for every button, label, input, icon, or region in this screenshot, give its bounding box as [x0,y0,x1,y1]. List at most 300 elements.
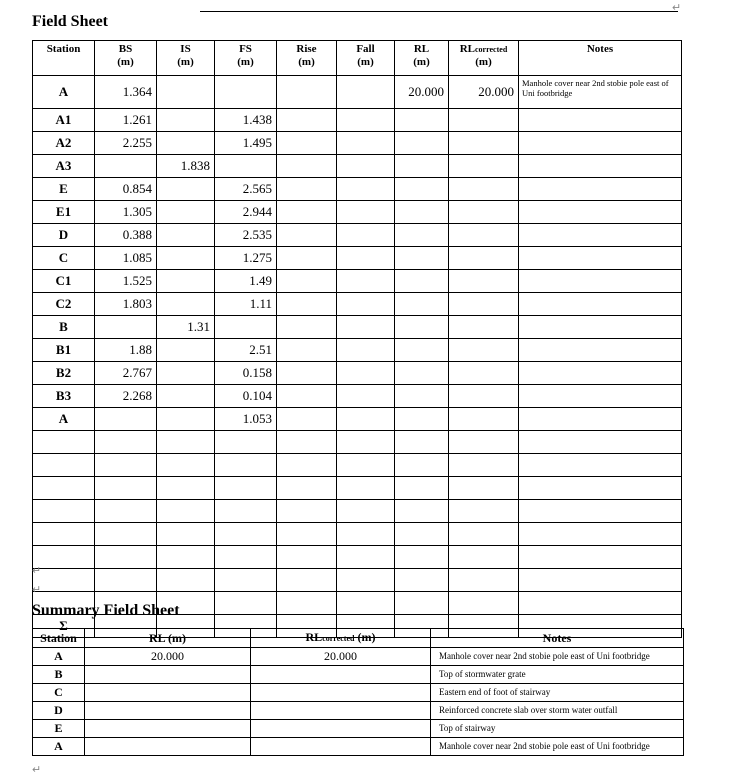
cell-fs [215,454,277,477]
cell-notes [519,500,682,523]
summary-cell-rl [85,702,251,720]
cell-fall [337,431,395,454]
cell-bs: 1.364 [95,76,157,109]
field-header-cell [33,41,95,76]
header-label: Notes [586,43,614,55]
cell-fall [337,132,395,155]
header-label: RL (m) [149,630,186,645]
cell-notes [519,270,682,293]
cell-notes [519,109,682,132]
cell-station: B3 [33,385,95,408]
cell-rl [395,201,449,224]
cell-rlc [449,408,519,431]
cell-bs [95,454,157,477]
cell-rise [277,132,337,155]
table-row [33,408,682,431]
cell-bs: 0.854 [95,178,157,201]
field-header-cell [337,41,395,76]
cell-station [33,569,95,592]
cell-fs: 1.49 [215,270,277,293]
summary-header-cell [251,629,431,648]
cell-bs [95,569,157,592]
cell-is [157,569,215,592]
cell-rl [395,224,449,247]
cell-station [33,477,95,500]
cell-fs: 1.438 [215,109,277,132]
summary-cell-station: C [33,684,85,702]
paragraph-mark-icon: ↵ [32,565,42,577]
table-row [33,477,682,500]
table-row [33,720,684,738]
summary-cell-rlc [251,738,431,756]
cell-is [157,178,215,201]
summary-header-cell [85,629,251,648]
field-header-cell [449,41,519,76]
cell-is [157,546,215,569]
cell-is [157,201,215,224]
header-unit: (m) [475,56,492,68]
summary-cell-rlc [251,684,431,702]
table-row [33,293,682,316]
cell-bs: 1.525 [95,270,157,293]
field-header-row [33,41,682,76]
cell-fall [337,178,395,201]
summary-cell-notes: Reinforced concrete slab over storm water outfall [431,702,684,720]
cell-fs: 0.104 [215,385,277,408]
cell-station: A1 [33,109,95,132]
summary-cell-notes: Top of stormwater grate [431,666,684,684]
cell-fall [337,155,395,178]
cell-bs [95,155,157,178]
table-row [33,684,684,702]
table-row [33,738,684,756]
cell-rlc [449,385,519,408]
cell-fs [215,546,277,569]
cell-rlc [449,155,519,178]
summary-cell-station: A [33,738,85,756]
cell-rl [395,523,449,546]
cell-fs [215,569,277,592]
header-unit: (m) [237,56,254,68]
cell-is [157,293,215,316]
summary-header-cell [431,629,684,648]
cell-rlc [449,178,519,201]
cell-fall [337,500,395,523]
cell-is [157,385,215,408]
cell-rl [395,569,449,592]
cell-fs [215,431,277,454]
cell-station: B [33,316,95,339]
table-row [33,523,682,546]
header-unit: (m) [413,56,430,68]
cell-rise [277,385,337,408]
cell-bs: 2.767 [95,362,157,385]
header-unit: (m) [298,56,315,68]
header-unit: (m) [357,56,374,68]
cell-fs: 1.495 [215,132,277,155]
cell-notes [519,247,682,270]
summary-cell-rl [85,684,251,702]
cell-rise [277,546,337,569]
summary-cell-notes: Manhole cover near 2nd stobie pole east of Uni footbridge [431,738,684,756]
cell-rlc [449,431,519,454]
cell-notes [519,592,682,615]
cell-fs [215,155,277,178]
cell-bs: 1.305 [95,201,157,224]
cell-fall [337,339,395,362]
summary-cell-station: D [33,702,85,720]
cell-fall [337,454,395,477]
cell-rise [277,201,337,224]
cell-rise [277,592,337,615]
cell-station: A3 [33,155,95,178]
cell-station: E1 [33,201,95,224]
summary-cell-rl: 20.000 [85,648,251,666]
cell-fall [337,592,395,615]
cell-rise [277,224,337,247]
header-label: Station [46,43,81,55]
cell-notes [519,408,682,431]
cell-rlc [449,293,519,316]
cell-fall [337,247,395,270]
cell-is [157,224,215,247]
cell-is [157,454,215,477]
header-sub: corrected [475,45,508,54]
cell-rise [277,431,337,454]
table-row [33,224,682,247]
summary-cell-station: A [33,648,85,666]
header-label: RL [459,43,475,55]
cell-fs: 1.053 [215,408,277,431]
cell-fall [337,270,395,293]
cell-rlc [449,270,519,293]
cell-fs: 1.11 [215,293,277,316]
header-unit: (m) [177,56,194,68]
cell-rl [395,477,449,500]
cell-fs [215,592,277,615]
summary-header-cell [33,629,85,648]
cell-station: A [33,408,95,431]
cell-bs [95,408,157,431]
cell-rl [395,155,449,178]
table-row [33,247,682,270]
cell-fs: 2.565 [215,178,277,201]
cell-rlc [449,316,519,339]
cell-fs [215,76,277,109]
cell-fall [337,293,395,316]
summary-sheet-title: Summary Field Sheet [32,602,180,619]
header-label: RL [413,43,430,55]
cell-bs [95,316,157,339]
cell-notes [519,316,682,339]
table-row [33,666,684,684]
cell-fall [337,546,395,569]
header-label: IS [180,43,191,55]
cell-is [157,408,215,431]
table-row [33,316,682,339]
cell-fall [337,316,395,339]
cell-notes [519,362,682,385]
table-row [33,454,682,477]
cell-bs [95,477,157,500]
cell-bs: 1.261 [95,109,157,132]
cell-is [157,431,215,454]
header-label: RL [305,630,323,644]
cell-fall [337,477,395,500]
cell-station: E [33,178,95,201]
cell-notes [519,431,682,454]
cell-rl [395,592,449,615]
table-row [33,155,682,178]
cell-rl [395,546,449,569]
table-row [33,178,682,201]
cell-station: C2 [33,293,95,316]
cell-notes [519,454,682,477]
cell-bs: 2.268 [95,385,157,408]
cell-notes [519,569,682,592]
summary-cell-rlc: 20.000 [251,648,431,666]
cell-bs: 1.88 [95,339,157,362]
summary-cell-rlc [251,720,431,738]
table-row [33,648,684,666]
table-row [33,385,682,408]
header-label: BS [118,43,133,55]
cell-station: C [33,247,95,270]
header-rule [200,11,678,12]
cell-notes [519,477,682,500]
cell-bs: 1.085 [95,247,157,270]
cell-bs: 1.803 [95,293,157,316]
cell-rl [395,109,449,132]
cell-rise [277,454,337,477]
summary-header-row [33,629,684,648]
cell-rl [395,385,449,408]
cell-rlc [449,546,519,569]
table-row [33,546,682,569]
field-header-cell [519,41,682,76]
cell-rl [395,247,449,270]
cell-station: A [33,76,95,109]
cell-rl [395,270,449,293]
cell-is [157,477,215,500]
cell-rise [277,316,337,339]
cell-rl [395,362,449,385]
cell-bs: 0.388 [95,224,157,247]
cell-fall [337,109,395,132]
cell-rise [277,76,337,109]
cell-is: 1.31 [157,316,215,339]
cell-notes [519,155,682,178]
cell-fs: 0.158 [215,362,277,385]
cell-station: B2 [33,362,95,385]
table-row [33,270,682,293]
cell-bs [95,500,157,523]
table-row [33,431,682,454]
paragraph-mark-icon: ↵ [32,764,42,776]
paragraph-mark-icon: ↵ [32,584,42,596]
cell-fall [337,76,395,109]
cell-fall [337,224,395,247]
field-header-cell [157,41,215,76]
header-label: Fall [356,43,375,55]
summary-sheet-table [32,628,684,756]
cell-rl: 20.000 [395,76,449,109]
cell-rise [277,523,337,546]
cell-notes [519,523,682,546]
cell-fs [215,477,277,500]
cell-fs [215,316,277,339]
cell-rl [395,500,449,523]
cell-station: C1 [33,270,95,293]
cell-fall [337,523,395,546]
cell-notes [519,293,682,316]
summary-cell-rl [85,666,251,684]
cell-fs [215,523,277,546]
cell-is [157,109,215,132]
cell-rl [395,293,449,316]
cell-rlc [449,247,519,270]
cell-rlc [449,523,519,546]
cell-rise [277,339,337,362]
cell-rlc [449,477,519,500]
cell-rlc [449,132,519,155]
header-label: Rise [296,43,317,55]
table-row [33,76,682,109]
cell-bs [95,431,157,454]
summary-cell-notes: Top of stairway [431,720,684,738]
cell-notes [519,201,682,224]
cell-station [33,523,95,546]
table-row [33,109,682,132]
cell-is [157,362,215,385]
cell-bs [95,546,157,569]
cell-station: A2 [33,132,95,155]
cell-fall [337,385,395,408]
cell-notes [519,132,682,155]
cell-is [157,247,215,270]
cell-rlc [449,224,519,247]
cell-is: 1.838 [157,155,215,178]
cell-rise [277,178,337,201]
cell-bs: 2.255 [95,132,157,155]
cell-is [157,523,215,546]
field-header-cell [395,41,449,76]
table-row [33,702,684,720]
cell-fs: 1.275 [215,247,277,270]
cell-fall [337,569,395,592]
cell-fs [215,500,277,523]
cell-is [157,270,215,293]
cell-rlc: 20.000 [449,76,519,109]
table-row [33,500,682,523]
table-row [33,201,682,224]
table-row [33,362,682,385]
cell-station [33,454,95,477]
cell-station: D [33,224,95,247]
cell-rlc [449,201,519,224]
cell-is [157,339,215,362]
cell-is [157,76,215,109]
table-row [33,132,682,155]
field-sheet-table [32,40,682,638]
table-row [33,339,682,362]
field-header-cell [95,41,157,76]
summary-cell-rl [85,720,251,738]
cell-fall [337,408,395,431]
cell-notes [519,385,682,408]
cell-rise [277,500,337,523]
cell-rlc [449,500,519,523]
header-unit: (m) [117,56,134,68]
cell-rise [277,109,337,132]
cell-fs: 2.51 [215,339,277,362]
summary-cell-rl [85,738,251,756]
cell-station: Σ [33,615,95,638]
cell-notes [519,546,682,569]
cell-bs [95,523,157,546]
cell-is [157,500,215,523]
cell-station [33,431,95,454]
cell-notes [519,224,682,247]
header-unit: (m) [357,630,376,644]
summary-cell-notes: Eastern end of foot of stairway [431,684,684,702]
cell-rise [277,477,337,500]
cell-is [157,132,215,155]
cell-fs: 2.944 [215,201,277,224]
cell-rlc [449,592,519,615]
cell-rise [277,362,337,385]
cell-fall [337,201,395,224]
cell-rl [395,408,449,431]
header-sub: corrected [322,634,355,643]
cell-notes [519,178,682,201]
field-header-cell [277,41,337,76]
cell-rl [395,316,449,339]
cell-notes: Manhole cover near 2nd stobie pole east of Uni footbridge [519,76,682,109]
header-label: Station [40,630,77,645]
cell-rlc [449,109,519,132]
header-label: FS [239,43,252,55]
cell-rl [395,178,449,201]
cell-rlc [449,339,519,362]
paragraph-mark-icon: ↵ [672,2,682,14]
cell-rise [277,155,337,178]
cell-rise [277,293,337,316]
cell-notes [519,339,682,362]
field-sheet-title: Field Sheet [32,13,108,30]
cell-rl [395,431,449,454]
header-label: Notes [542,630,572,645]
cell-station [33,546,95,569]
cell-station [33,500,95,523]
summary-cell-rlc [251,702,431,720]
cell-rl [395,339,449,362]
field-header-cell [215,41,277,76]
cell-fs: 2.535 [215,224,277,247]
summary-cell-notes: Manhole cover near 2nd stobie pole east of Uni footbridge [431,648,684,666]
cell-rise [277,247,337,270]
cell-rlc [449,362,519,385]
cell-rise [277,270,337,293]
cell-rise [277,569,337,592]
cell-station: B1 [33,339,95,362]
cell-rlc [449,454,519,477]
cell-rlc [449,569,519,592]
cell-fall [337,362,395,385]
table-row [33,569,682,592]
cell-rise [277,408,337,431]
summary-cell-rlc [251,666,431,684]
